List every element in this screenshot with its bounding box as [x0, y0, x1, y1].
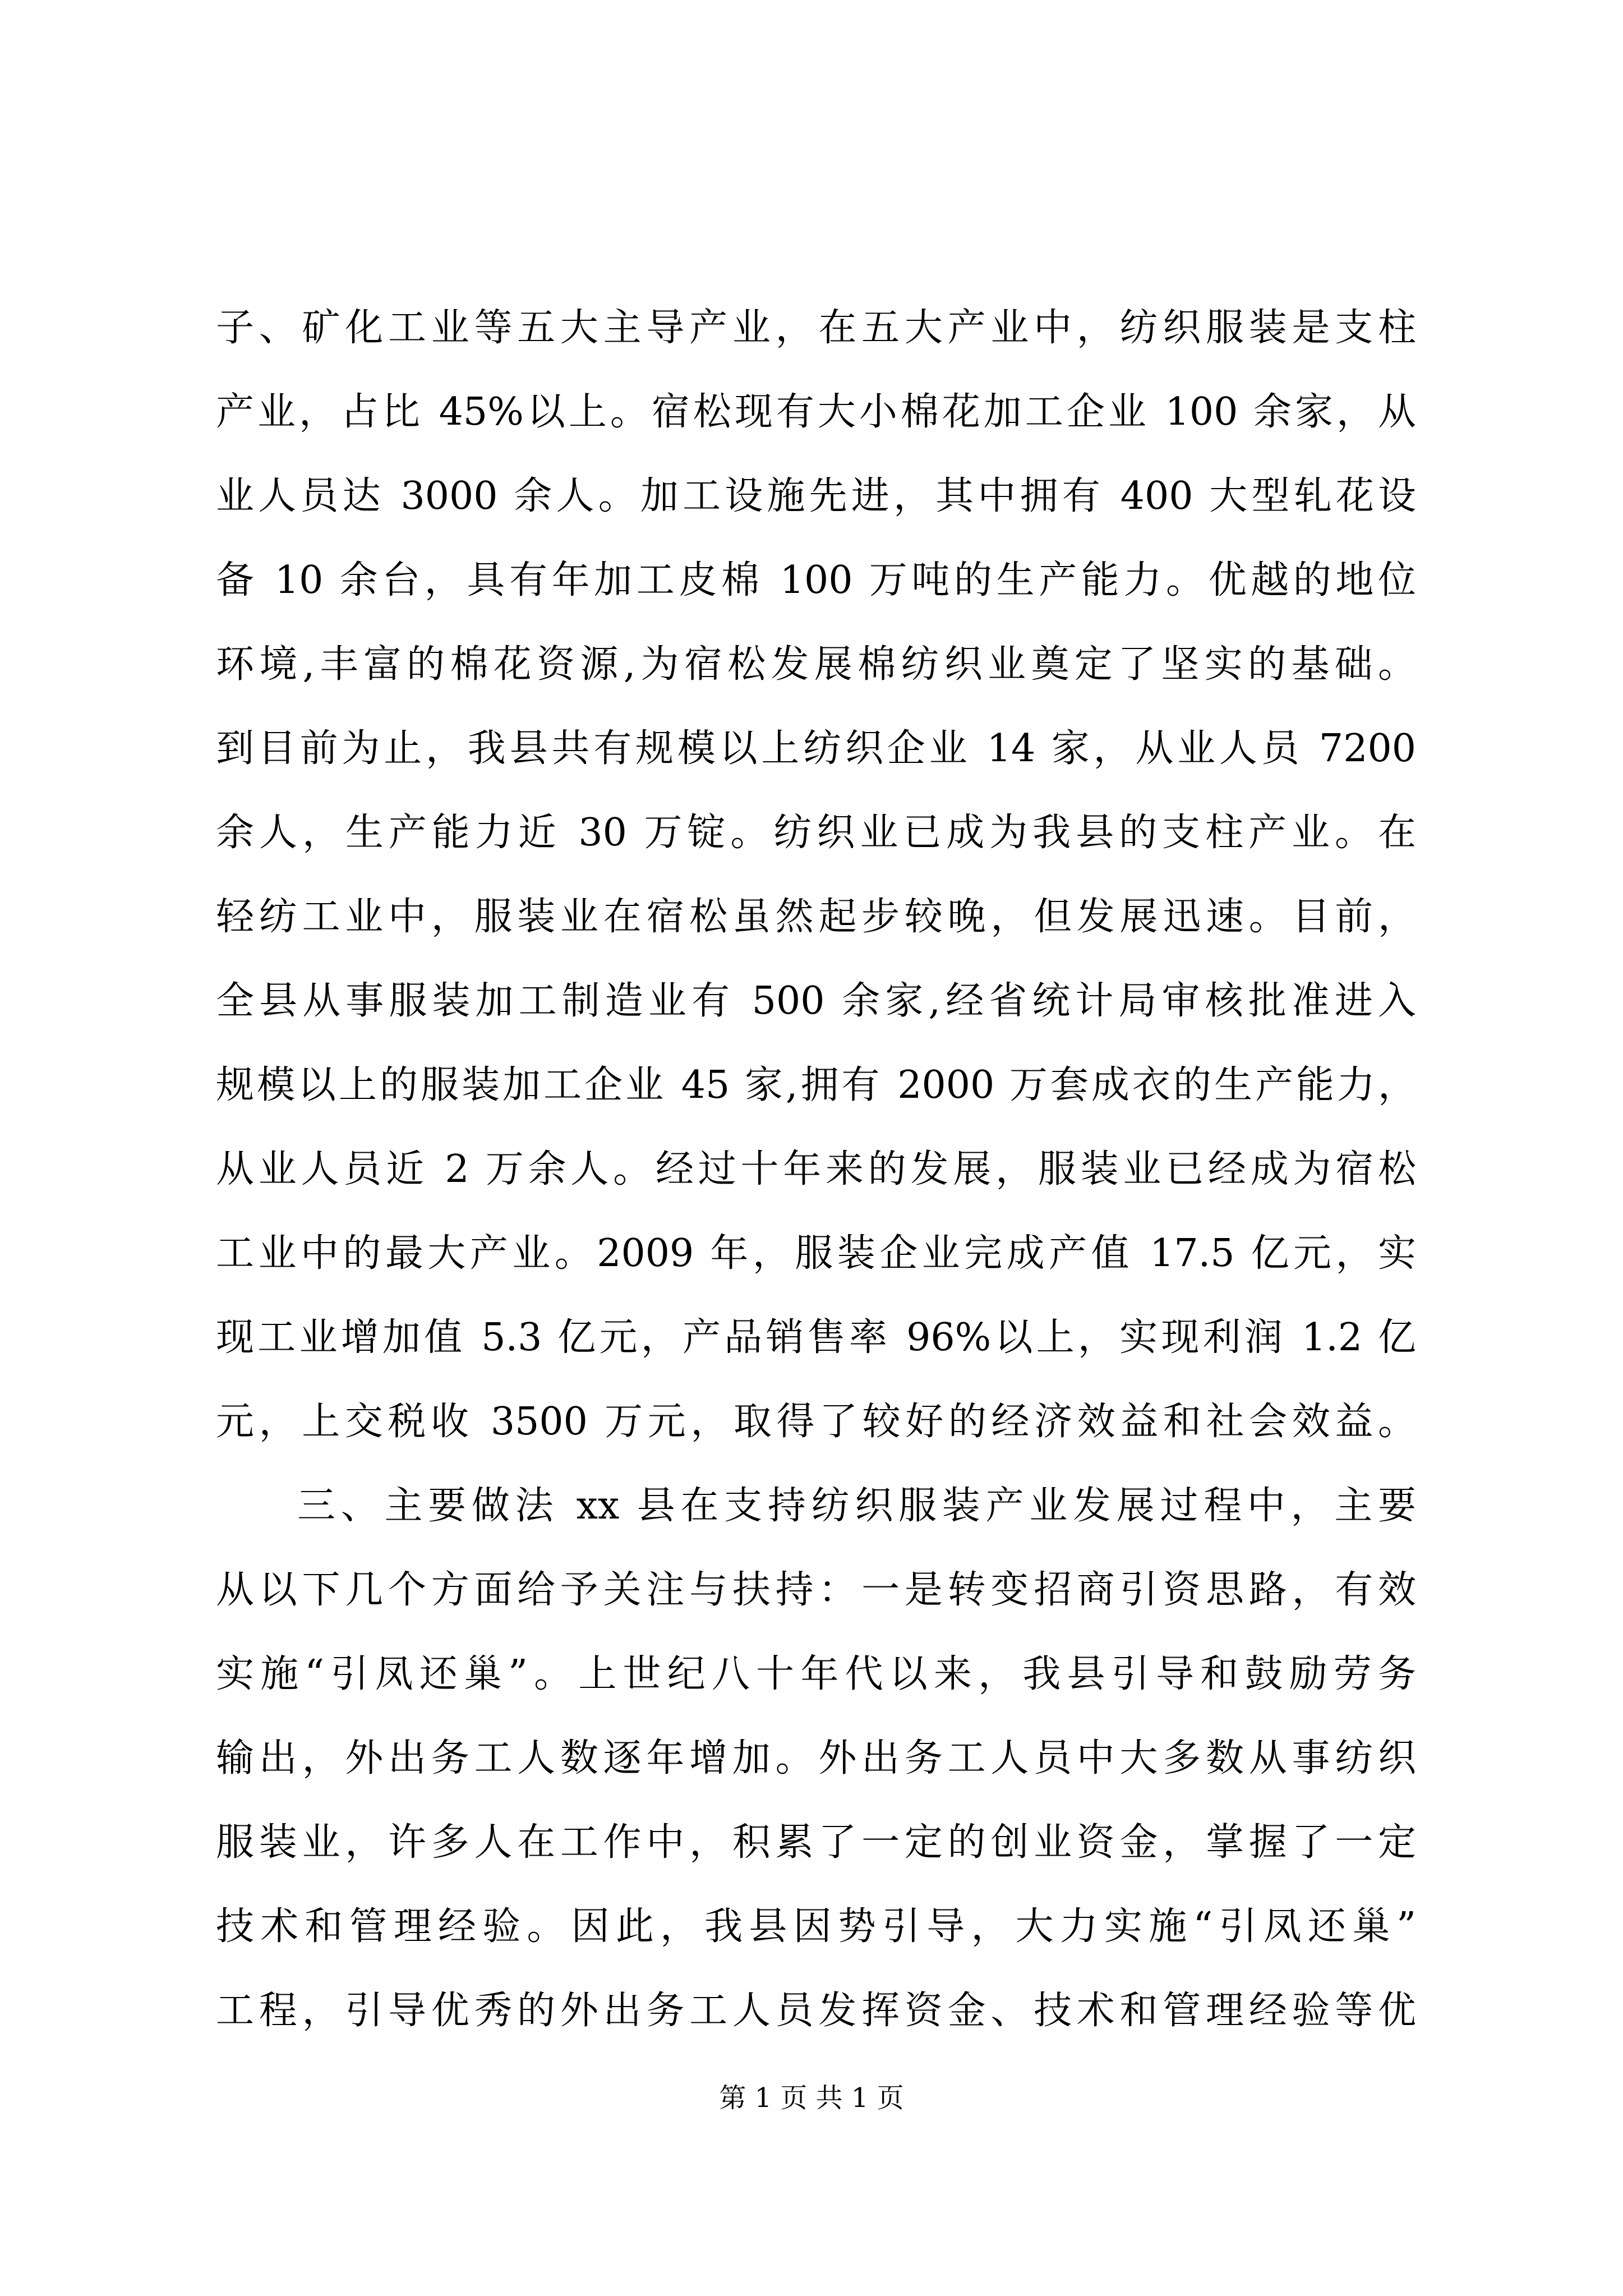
text-line: 规模以上的服装加工企业 45 家,拥有 2000 万套成衣的生产能力， — [216, 1063, 1416, 1107]
text-line: 到目前为止，我县共有规模以上纺织企业 14 家，从业人员 7200 — [216, 726, 1416, 771]
page-footer: 第 1 页 共 1 页 — [719, 2082, 904, 2114]
text-line: 工程，引导优秀的外出务工人员发挥资金、技术和管理经验等优 — [216, 1989, 1416, 2033]
text-line: 产业，占比 45%以上。宿松现有大小棉花加工企业 100 余家，从 — [216, 390, 1416, 434]
text-line: 实施“引凤还巢”。上世纪八十年代以来，我县引导和鼓励劳务 — [216, 1652, 1416, 1696]
text-line: 余人，生产能力近 30 万锭。纺织业已成为我县的支柱产业。在 — [216, 811, 1416, 855]
text-line: 子、矿化工业等五大主导产业，在五大产业中，纺织服装是支柱 — [216, 306, 1416, 350]
text-line: 从以下几个方面给予关注与扶持：一是转变招商引资思路，有效 — [216, 1568, 1416, 1612]
text-line: 元，上交税收 3500 万元，取得了较好的经济效益和社会效益。 — [216, 1400, 1416, 1444]
text-line: 轻纺工业中，服装业在宿松虽然起步较晚，但发展迅速。目前， — [216, 895, 1416, 939]
text-line: 工业中的最大产业。2009 年，服装企业完成产值 17.5 亿元，实 — [216, 1231, 1416, 1276]
text-line: 环境,丰富的棉花资源,为宿松发展棉纺织业奠定了坚实的基础。 — [216, 642, 1416, 687]
paragraph-first-line: 三、主要做法 xx 县在支持纺织服装产业发展过程中，主要 — [297, 1484, 1416, 1528]
text-line: 全县从事服装加工制造业有 500 余家,经省统计局审核批准进入 — [216, 979, 1416, 1023]
text-line: 输出，外出务工人数逐年增加。外出务工人员中大多数从事纺织 — [216, 1736, 1416, 1780]
text-line: 技术和管理经验。因此，我县因势引导，大力实施“引凤还巢” — [216, 1904, 1416, 1949]
text-line: 从业人员近 2 万余人。经过十年来的发展，服装业已经成为宿松 — [216, 1147, 1416, 1191]
text-line: 服装业，许多人在工作中，积累了一定的创业资金，掌握了一定 — [216, 1820, 1416, 1865]
text-line: 备 10 余台，具有年加工皮棉 100 万吨的生产能力。优越的地位 — [216, 558, 1416, 602]
text-line: 业人员达 3000 余人。加工设施先进，其中拥有 400 大型轧花设 — [216, 474, 1416, 518]
text-line: 现工业增加值 5.3 亿元，产品销售率 96%以上，实现利润 1.2 亿 — [216, 1315, 1416, 1360]
